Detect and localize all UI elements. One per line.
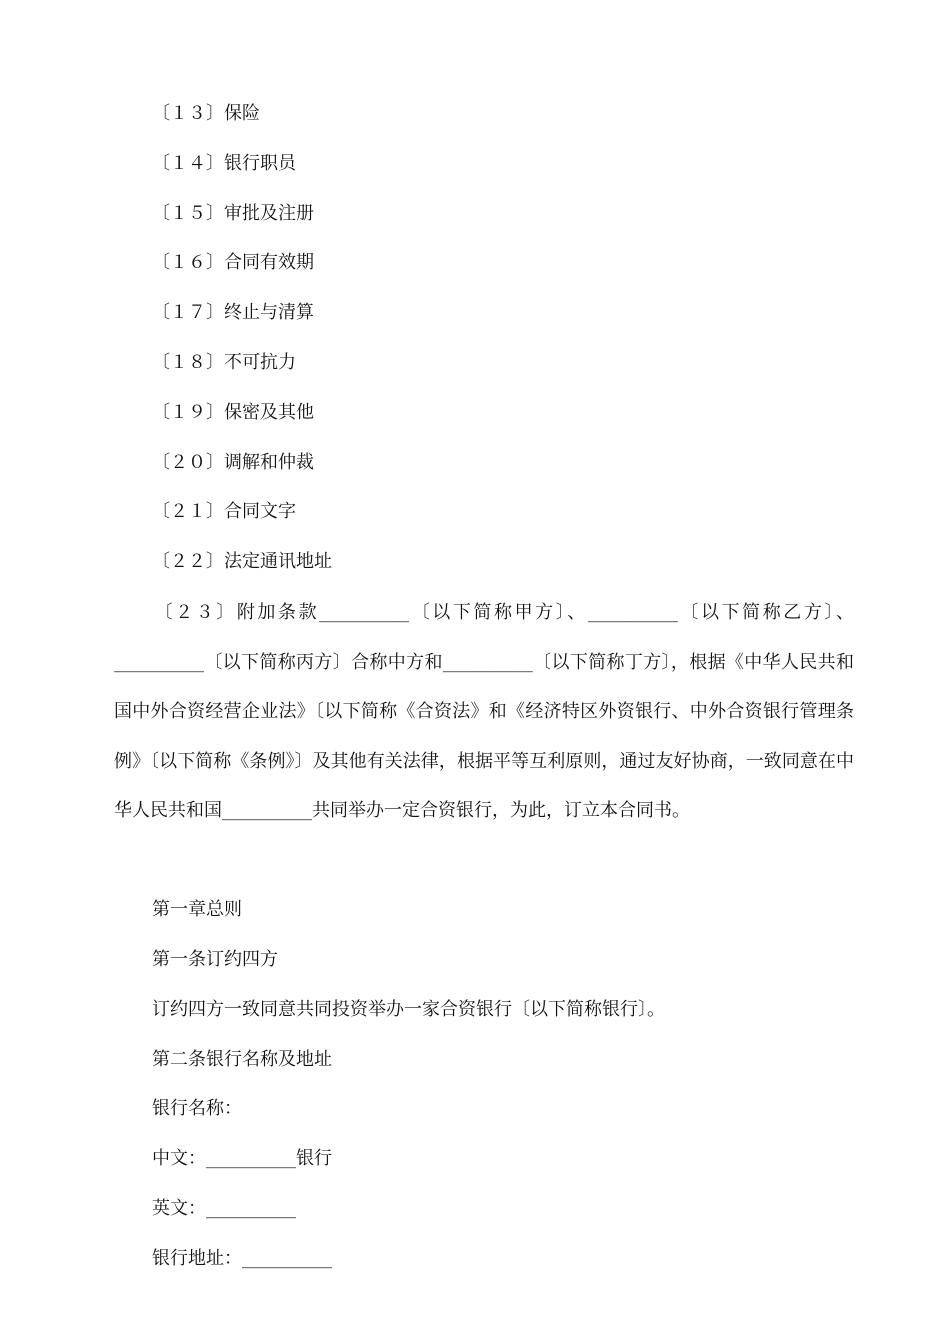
chapter-1-title: 第一章总则 [152,899,242,920]
article-1-text: 订约四方一致同意共同投资举办一家合资银行〔以下简称银行〕。 [152,999,665,1020]
toc-item-21: 〔２１〕合同文字 [152,501,296,522]
chinese-name-line: 中文：__________银行 [152,1148,332,1169]
toc-item-17: 〔１７〕终止与清算 [152,302,314,323]
preamble-text: 〔２３〕附加条款__________〔以下简称甲方〕、__________〔以下简称乙方〕、__________〔以下简称丙方〕合称中方和__________〔以下简称丁方〕，根据《中华人民共和国中外合资经营企业法》〔以下简称《合资法》和《经济特区外资银行、中外合资银行管理条例》〔以下简称《条例》〕及其他有关法律，根据平等互利原则，通过友好协商，一致同意在中华人民共和国__________共同举办一定合资银行，为此，订立本合同书。 [114,602,854,822]
bank-address-line: 银行地址：__________ [152,1248,332,1269]
toc-item-20: 〔２０〕调解和仲裁 [152,452,314,473]
preamble-paragraph [114,588,854,836]
toc-item-14: 〔１４〕银行职员 [152,153,296,174]
article-1-title: 第一条订约四方 [152,949,278,970]
toc-item-13: 〔１３〕保险 [152,103,260,124]
toc-item-15: 〔１５〕审批及注册 [152,203,314,224]
english-name-line: 英文：__________ [152,1198,296,1219]
toc-item-16: 〔１６〕合同有效期 [152,252,314,273]
bank-name-label: 银行名称： [152,1098,242,1119]
toc-item-18: 〔１８〕不可抗力 [152,352,296,373]
toc-item-19: 〔１９〕保密及其他 [152,402,314,423]
toc-item-22: 〔２２〕法定通讯地址 [152,551,332,572]
article-2-title: 第二条银行名称及地址 [152,1049,332,1070]
